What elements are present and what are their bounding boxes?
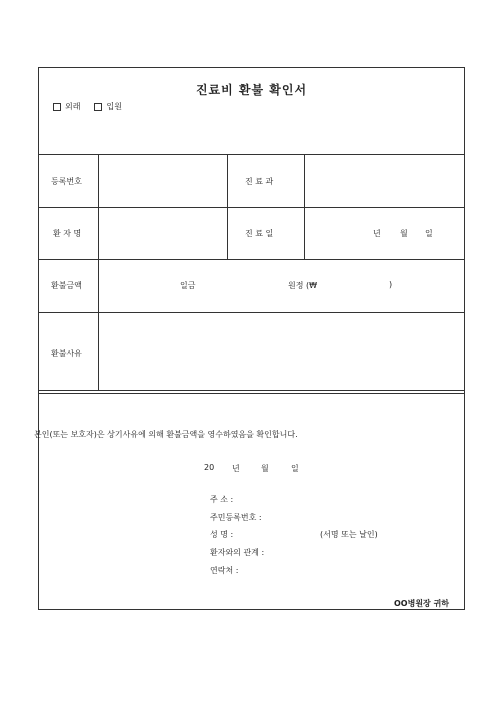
- patient-name-field[interactable]: [99, 208, 226, 258]
- registration-no-label: 등록번호: [51, 177, 82, 186]
- relationship-label: 환자와의 관계 :: [210, 548, 265, 557]
- contact-label: 연락처 :: [210, 566, 239, 575]
- treatment-date-day: 일: [425, 229, 433, 238]
- confirm-date-day: 일: [291, 464, 299, 473]
- address-label: 주 소 :: [210, 495, 234, 504]
- amount-prefix: 일금: [180, 281, 196, 290]
- confirm-date-month: 월: [261, 464, 269, 473]
- recipient: OO병원장 귀하: [394, 599, 450, 608]
- department-field[interactable]: [305, 155, 464, 206]
- treatment-date-year: 년: [373, 229, 381, 238]
- divider: [39, 393, 464, 394]
- treatment-date-month: 월: [400, 229, 408, 238]
- resident-no-label: 주민등록번호 :: [210, 513, 262, 522]
- confirm-date-century: 20: [204, 463, 215, 472]
- treatment-date-label: 진 료 일: [245, 229, 274, 238]
- amount-suffix: 원정 (₩: [288, 281, 318, 290]
- confirm-date-year: 년: [232, 464, 240, 473]
- amount-close: ): [389, 280, 393, 289]
- outpatient-checkbox[interactable]: [53, 103, 61, 111]
- inpatient-checkbox[interactable]: [94, 103, 102, 111]
- divider: [227, 154, 228, 259]
- refund-confirmation-form: [34, 67, 465, 610]
- refund-reason-label: 환불사유: [51, 349, 82, 358]
- refund-amount-label: 환불금액: [51, 281, 82, 290]
- divider: [39, 259, 464, 260]
- inpatient-label: 입원: [106, 102, 122, 111]
- department-label: 진 료 과: [245, 177, 274, 186]
- confirmation-statement: 본인(또는 보호자)은 상기사유에 의해 환불금액을 영수하였음을 확인합니다.: [34, 430, 298, 439]
- visit-type-options: [53, 101, 122, 112]
- registration-no-field[interactable]: [99, 155, 226, 206]
- name-label: 성 명 :: [210, 530, 234, 539]
- form-title: 진료비 환불 확인서: [195, 83, 308, 97]
- divider: [39, 390, 464, 391]
- outpatient-label: 외래: [65, 102, 81, 111]
- sign-note: (서명 또는 날인): [320, 530, 378, 539]
- refund-reason-field[interactable]: [99, 313, 464, 389]
- patient-name-label: 환 자 명: [53, 229, 82, 238]
